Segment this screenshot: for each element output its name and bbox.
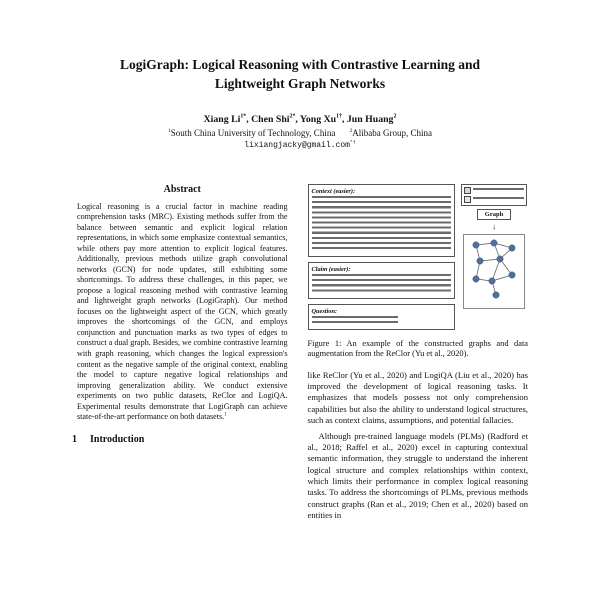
legend-row <box>464 196 524 203</box>
blurred-text <box>473 188 524 192</box>
graph-node <box>493 292 499 298</box>
graph-node <box>491 240 497 246</box>
figure-question-box <box>308 304 456 330</box>
affiliation-line <box>0 128 600 138</box>
graph-edges <box>476 243 512 295</box>
affiliation: $^1$South China University of Technology, China <box>168 127 336 138</box>
author: , Yong $Xu^{1\dagger}$ <box>295 113 342 125</box>
graph-svg <box>466 237 522 301</box>
paper-title <box>0 0 600 94</box>
abstract-heading: Abstract <box>163 183 201 195</box>
author: , Chen Shi$^{2*}$ <box>246 113 296 125</box>
blurred-text <box>312 196 452 252</box>
blurred-text <box>312 316 398 325</box>
section-title: Introduction <box>90 433 145 445</box>
graph-node <box>473 276 479 282</box>
graph-node <box>473 242 479 248</box>
graph-nodes <box>473 240 515 298</box>
legend-swatch-icon <box>464 196 471 203</box>
paper-title-line1: LogiGraph: Logical Reasoning with Contrastive Learning and <box>119 57 481 72</box>
right-column <box>308 184 529 521</box>
email-address: lixiangjacky@gmail.com <box>244 140 350 150</box>
footnote-marker: 1 <box>224 412 227 418</box>
author: Xiang $Li^{1*}$ <box>203 113 247 125</box>
graph-box-label: Graph <box>477 209 511 220</box>
body-paragraph-2: Although pre-trained language models (PLMs) (Radford et al., 2018; Raffel et al., 2020) excel in capturing contextual semantic information, they struggle to understand the inherent logical structure and complex relationships within context, which limits their performance in complex logical reasoning tasks. To address the shortcomings of PLMs, previous methods construct graphs (Ran et al., 2019; Chen et al., 2020) based on entities in <box>307 430 528 520</box>
legend-swatch-icon <box>464 187 471 194</box>
figure-text-boxes <box>308 184 456 330</box>
blurred-text <box>312 274 452 294</box>
figure-1 <box>308 184 529 330</box>
figure-caption: Figure 1: An example of the constructed graphs and data augmentation from the ReClor (Yu et al., 2020). <box>307 338 528 359</box>
section-number: 1 <box>72 433 77 445</box>
figure-graph-panel <box>460 184 528 330</box>
author-line <box>0 114 600 125</box>
graph-node <box>509 245 515 251</box>
abstract-text: Logical reasoning is a crucial factor in machine reading comprehension tasks (MRC). Existing methods suffer from the balance between semantic and explicit logical relation representations, in which some emphasize contextual semantics, while others pay more attention to explicit logical features. Additionally, previous methods utilize graph convolutional networks (GCN) for node updates, still exhibiting some shortcomings. To address these challenges, in this paper, we propose a logical reasoning method with contrastive learning and lightweight graph networks (LogiGraph). Our method focuses on the lightweight aspect of the GCN, which greatly improves the shortcomings of the GCN, and employs conjunction and punctuation marks as two types of edges to construct a dual graph. Besides, we combine contrastive learning with graph reasoning, which changes the logical expression's content as the negative sample of the original context, enabling the model to capture negative logical relationships and improving generalization ability. We conduct extensive experiments on two public datasets, ReClor and LogiQA. Experimental results demonstrate that LogiGraph can achieve state-of-the-art performance on both datasets.$^1$ <box>77 201 288 422</box>
paper-title-line2: Lightweight Graph Networks <box>214 75 386 91</box>
email-line <box>0 141 600 150</box>
graph-node <box>477 258 483 264</box>
two-column-body <box>0 184 600 521</box>
graph-node <box>497 256 503 262</box>
figure-claim-label: Claim (easier): <box>311 265 351 273</box>
left-column <box>72 184 293 521</box>
graph-visualization <box>463 234 525 309</box>
graph-node <box>509 272 515 278</box>
author: , Jun Huang$^2$ <box>342 113 397 125</box>
graph-node <box>489 278 495 284</box>
legend-row <box>464 187 524 194</box>
figure-question-label: Question: <box>311 307 338 315</box>
figure-context-box <box>308 184 456 257</box>
arrow-down-icon: ↓ <box>492 221 496 231</box>
affiliation: $^2$Alibaba Group, China <box>349 127 432 138</box>
section-heading-introduction <box>72 434 293 445</box>
email-footnote-marks: *† <box>349 140 356 146</box>
figure-claim-box <box>308 262 456 299</box>
body-paragraph-1: like ReClor (Yu et al., 2020) and LogiQA (Liu et al., 2020) has improved the development of logical reasoning tasks. It emphasizes that models possess not only comprehension capabilities but also the ability to understand logical structures, such as context claims, assumptions, and potential fallacies. <box>307 369 528 426</box>
figure-legend <box>461 184 527 206</box>
figure-context-label: Context (easier): <box>311 187 356 195</box>
blurred-text <box>473 197 524 201</box>
